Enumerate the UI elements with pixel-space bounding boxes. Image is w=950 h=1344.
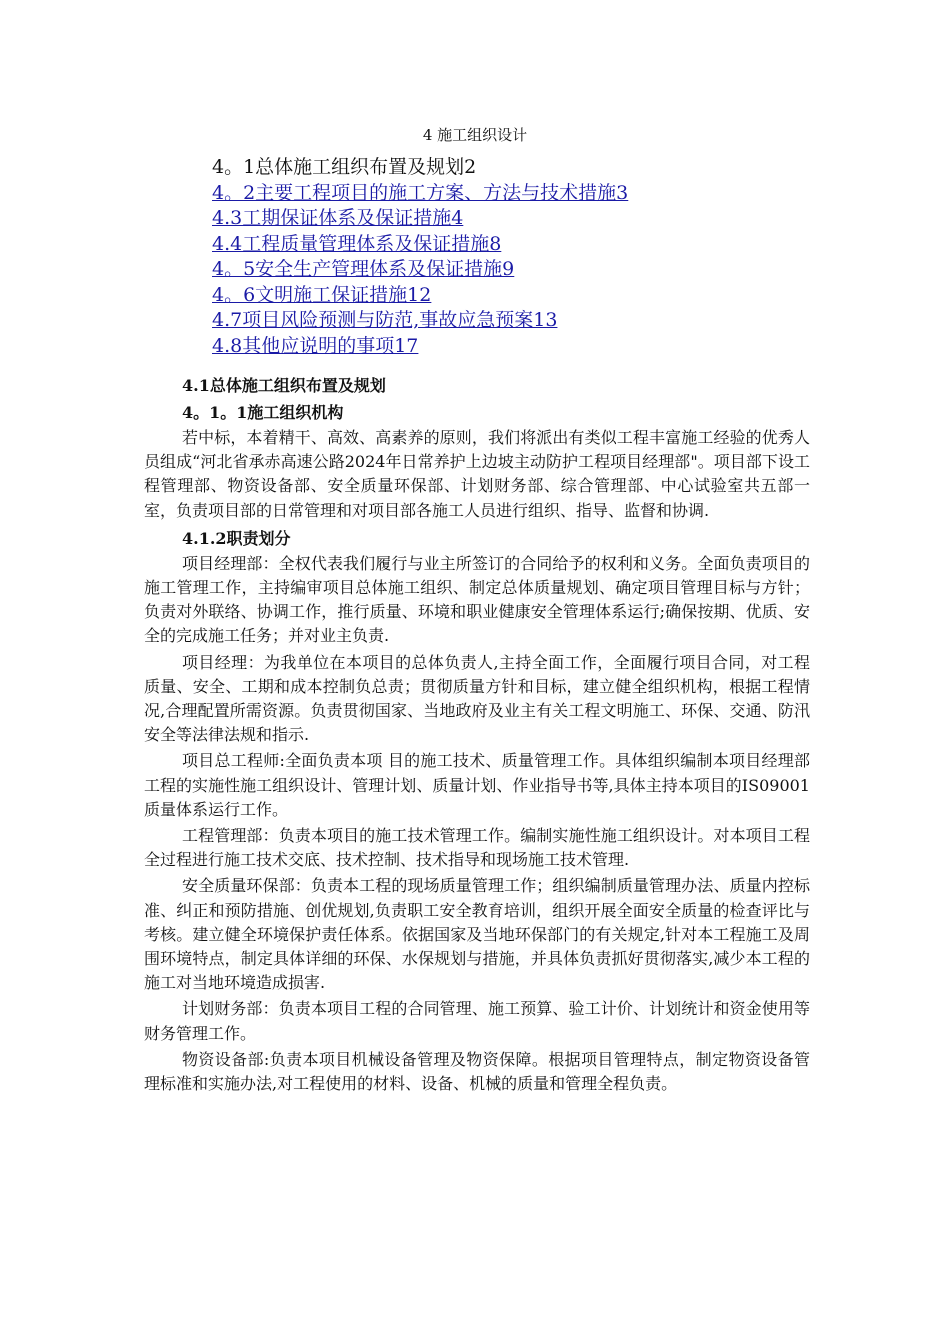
table-of-contents [212, 155, 852, 359]
section-heading-4-1: 4.1总体施工组织布置及规划 [182, 376, 386, 395]
toc-link-4-6[interactable]: 4。6文明施工保证措施12 [212, 283, 432, 306]
section-heading-4-1-2: 4.1.2职责划分 [182, 528, 291, 548]
toc-link-4-2[interactable]: 4。2主要工程项目的施工方案、方法与技术措施3 [212, 181, 629, 204]
toc-item-4-1: 4。1总体施工组织布置及规划2 [212, 156, 477, 178]
paragraph-safety-quality-department: 安全质量环保部：负责本工程的现场质量管理工作；组织编制质量管理办法、质量内控标准、纠正和预防措施、创优规划,负责职工安全教育培训，组织开展全面安全质量的检查评比与考核。建立健全环境保护责任体系。依据国家及当地环保部门的有关规定,针对本工程施工及周围环境特点，制定具体详细的环保、水保规划与措施，并具体负责抓好贯彻落实,减少本工程的施工对当地环境造成损害. [144, 876, 810, 993]
toc-link-4-8[interactable]: 4.8其他应说明的事项17 [212, 334, 419, 357]
paragraph-project-manager: 项目经理：为我单位在本项目的总体负责人,主持全面工作，全面履行项目合同，对工程质量、安全、工期和成本控制负总责；贯彻质量方针和目标，建立健全组织机构，根据工程情况,合理配置所需资源。负责贯彻国家、当地政府及业主有关工程文明施工、环保、交通、防汛安全等法律法规和指示. [144, 652, 810, 745]
paragraph-materials-department: 物资设备部:负责本项目机械设备管理及物资保障。根据项目管理特点，制定物资设备管理标准和实施办法,对工程使用的材料、设备、机械的质量和管理全程负责。 [144, 1049, 810, 1094]
toc-link-4-4[interactable]: 4.4工程质量管理体系及保证措施8 [212, 232, 502, 255]
toc-link-4-7[interactable]: 4.7项目风险预测与防范,事故应急预案13 [212, 309, 558, 331]
paragraph-project-department: 项目经理部：全权代表我们履行与业主所签订的合同给予的权利和义务。全面负责项目的施工管理工作，主持编审项目总体施工组织、制定总体质量规划、确定项目管理目标与方针；负责对外联络、协调工作，推行质量、环境和职业健康安全管理体系运行;确保按期、优质、安全的完成施工任务；并对业主负责. [144, 553, 810, 646]
paragraph-engineering-department: 工程管理部：负责本项目的施工技术管理工作。编制实施性施工组织设计。对本项目工程全过程进行施工技术交底、技术控制、技术指导和现场施工技术管理. [144, 826, 810, 870]
toc-link-4-5[interactable]: 4。5安全生产管理体系及保证措施9 [212, 258, 515, 280]
paragraph-organization: 若中标，本着精干、高效、高素养的原则，我们将派出有类似工程丰富施工经验的优秀人员组成“河北省承赤高速公路2024年日常养护上边坡主动防护工程项目经理部"。项目部下设工程管理部、物资设备部、安全质量环保部、计划财务部、综合管理部、中心试验室共五部一室，负责项目部的日常管理和对项目部各施工人员进行组织、指导、监督和协调. [144, 428, 810, 520]
paragraph-chief-engineer: 项目总工程师:全面负责本项 目的施工技术、质量管理工作。具体组织编制本项目经理部工程的实施性施工组织设计、管理计划、质量计划、作业指导书等,具体主持本项目的IS09001质量体系运行工作。 [144, 751, 810, 819]
section-heading-4-1-1: 4。1。1施工组织机构 [182, 403, 344, 422]
toc-link-4-3[interactable]: 4.3工期保证体系及保证措施4 [212, 207, 464, 229]
document-body [144, 372, 810, 1098]
paragraph-finance-department: 计划财务部：负责本项目工程的合同管理、施工预算、验工计价、计划统计和资金使用等财务管理工作。 [144, 999, 810, 1043]
document-title: 4 施工组织设计 [422, 126, 528, 144]
